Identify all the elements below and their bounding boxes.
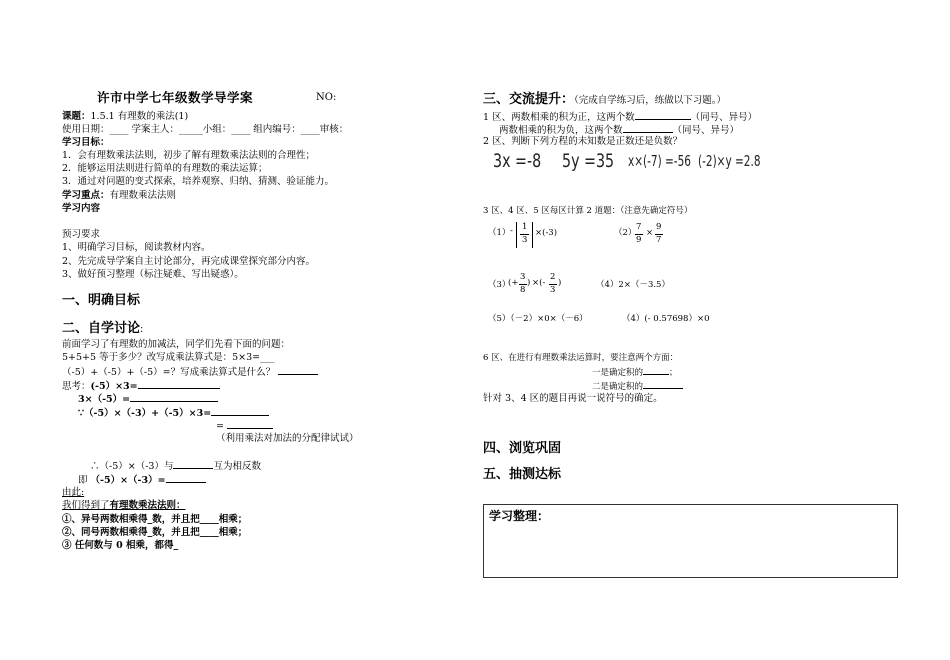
section-heading-2 [62,317,143,336]
summary-label: 学习整理： [489,509,550,523]
fraction-denominator: 3 [522,235,528,245]
region-1-text-a: 1 区、两数相乘的积为正，这两个数 [483,112,635,123]
rule-intro [62,499,186,512]
hint-text: （利用乘法对加法的分配律试试） [216,433,359,444]
rule-item-1: ①、异号两数相乘得_数，并且把____相乘； [62,514,248,525]
problem-1-sign: - [510,226,513,236]
region-1-tail-b: （同号、异号） [672,125,740,136]
question-1: 5+5+5 等于多少？改写成乘法算式是：5×3=___ [62,352,275,363]
think-label: 思考： [62,381,91,392]
goals-label: 学习目标： [62,137,110,148]
rule-item-3: ③ 任何数与 0 相乘，都得_ [62,540,179,551]
region-1-text-b: 两数相乘的积为负，这两个数 [499,125,623,136]
answer-blank[interactable] [173,458,213,469]
abs-bar-left [516,222,517,248]
problem-3-open: (+ [508,278,519,288]
rule-item-2: ②、同号两数相乘得_数，并且把____相乘； [62,527,248,538]
think-line-4 [216,418,273,433]
goal-item-1: 1．会有理数乘法法则，初步了解有理数乘法法则的合理性； [62,150,316,161]
equation-2: 5y =35 [562,150,615,172]
fraction-numerator: 2 [550,272,556,282]
think-expr-4: = [216,421,224,432]
focus-label: 学习重点： [62,190,110,201]
section-heading-3-note: （完成自学练习后，练做以下习题。） [574,95,727,106]
section-heading-3-text: 三、交流提升： [483,92,575,107]
problem-1-label: （1） [488,228,511,238]
problem-5: （5）（－2）×0×（－6） [488,314,588,324]
so-line [78,472,206,487]
preview-title: 预习要求 [62,229,101,240]
fraction-numerator: 3 [520,272,526,282]
topic-label: 课题： [62,111,91,122]
section-heading-2-colon: : [140,324,144,335]
so-label: 即 [78,475,88,486]
topic-value: 1.5.1 有理数的乘法(1) [90,111,189,122]
fraction-denominator: 7 [656,235,662,245]
think-expr-2: 3×（-5）= [78,394,131,405]
problem-3-close: ) [527,278,531,288]
problem-6: （4）(- 0.57698）×0 [622,314,710,324]
summary-box[interactable] [483,504,898,578]
number-label: NO: [316,92,337,103]
goal-item-2: 2．能够运用法则进行简单的有理数的乘法运算； [62,163,268,174]
region-6-item-b [592,379,683,392]
focus-line [62,189,176,202]
section-heading-3 [483,88,726,107]
focus-value: 有理数乘法法则 [109,190,177,201]
result-label: 由此: [62,487,85,498]
answer-blank[interactable] [130,391,218,402]
content-label: 学习内容 [62,203,101,214]
think-line-2 [78,391,218,406]
region-7-text: 针对 3、4 区的题目再说一说符号的确定。 [483,393,663,404]
region-6-item-b-text: 二是确定积的 [592,382,644,392]
preview-item-1: 1、明确学习目标，阅读教材内容。 [62,242,211,253]
problem-4: （4）2×（－3.5） [596,280,670,290]
section-heading-4: 四、浏览巩固 [483,441,562,456]
therefore-tail: 互为相反数 [213,461,261,472]
question-2-text: （-5）+（-5）+（-5）=？写成乘法算式是什么？ [62,367,276,378]
section-heading-1: 一、明确目标 [62,293,141,308]
region-3-text: 3 区、4 区、5 区每区计算 2 道题：（注意先确定符号） [483,206,693,216]
problem-2-label: （2） [614,228,637,238]
fraction-numerator: 9 [656,222,662,232]
preview-item-3: 3、做好预习整理（标注疑难、写出疑惑）。 [62,269,244,280]
think-expr-1: (-5）×3= [90,381,138,392]
fraction-denominator: 3 [550,285,556,295]
section-heading-2-text: 二、自学讨论 [62,321,141,336]
topic-line [62,110,188,123]
problem-1-tail: ×(-3) [535,228,558,238]
answer-blank[interactable] [623,122,673,133]
page-title: 许市中学七年级数学导学案 [97,90,254,105]
problem-3-mid: ×(- [532,278,546,288]
abs-bar-right [532,222,533,248]
section-heading-5: 五、抽测达标 [483,467,562,482]
region-6-item-a-text: 一是确定积的 [592,368,644,378]
fraction-denominator: 9 [636,235,642,245]
rule-intro-text: 我们得到了 [62,500,110,511]
intro-text: 前面学习了有理数的加减法，同学们先看下面的问题： [62,339,291,350]
region-6-item-a-end: ； [669,368,678,378]
problem-3-label: （3） [488,280,511,290]
equation-4: (-2)×y =2.8 [698,152,761,170]
equation-1: 3x =-8 [493,150,542,172]
answer-blank[interactable] [643,365,669,375]
answer-blank[interactable] [278,364,318,375]
answer-blank[interactable] [138,378,220,389]
fraction-numerator: 1 [522,222,528,232]
rule-intro-bold: 有理数乘法法则： [109,500,186,511]
question-2 [62,364,318,379]
problem-2-op: × [646,228,654,238]
so-expr: （-5）×（-3）= [90,475,166,486]
fraction-numerator: 7 [636,222,642,232]
meta-line: 使用日期：____ 学案主人：_____小组：____ 组内编号：____审核： [62,124,349,135]
answer-blank[interactable] [227,418,273,429]
preview-item-2: 2、先完成导学案自主讨论部分，再完成课堂探究部分内容。 [62,256,316,267]
region-2-text: 2 区、判断下列方程的未知数是正数还是负数？ [483,136,683,147]
answer-blank[interactable] [643,379,683,389]
goal-item-3: 3．通过对问题的变式探索，培养观察、归纳、猜测、验证能力。 [62,176,335,187]
fraction-denominator: 8 [520,285,526,295]
therefore-line [90,458,261,473]
answer-blank[interactable] [166,472,206,483]
region-1-tail-a: （同号、异号） [690,112,758,123]
problem-3-end: ) [558,278,562,288]
region-6-item-a [592,365,678,378]
region-6-text: 6 区、在进行有理数乘法运算时，要注意两个方面： [483,353,679,363]
therefore-text: ∴（-5）×（-3）与 [90,461,174,472]
answer-blank[interactable] [635,109,691,120]
equation-3: x×(-7) =-56 [628,152,691,170]
answer-blank[interactable] [211,405,269,416]
think-expr-3: ∵（-5）×（-3）+（-5）×3= [78,408,212,419]
